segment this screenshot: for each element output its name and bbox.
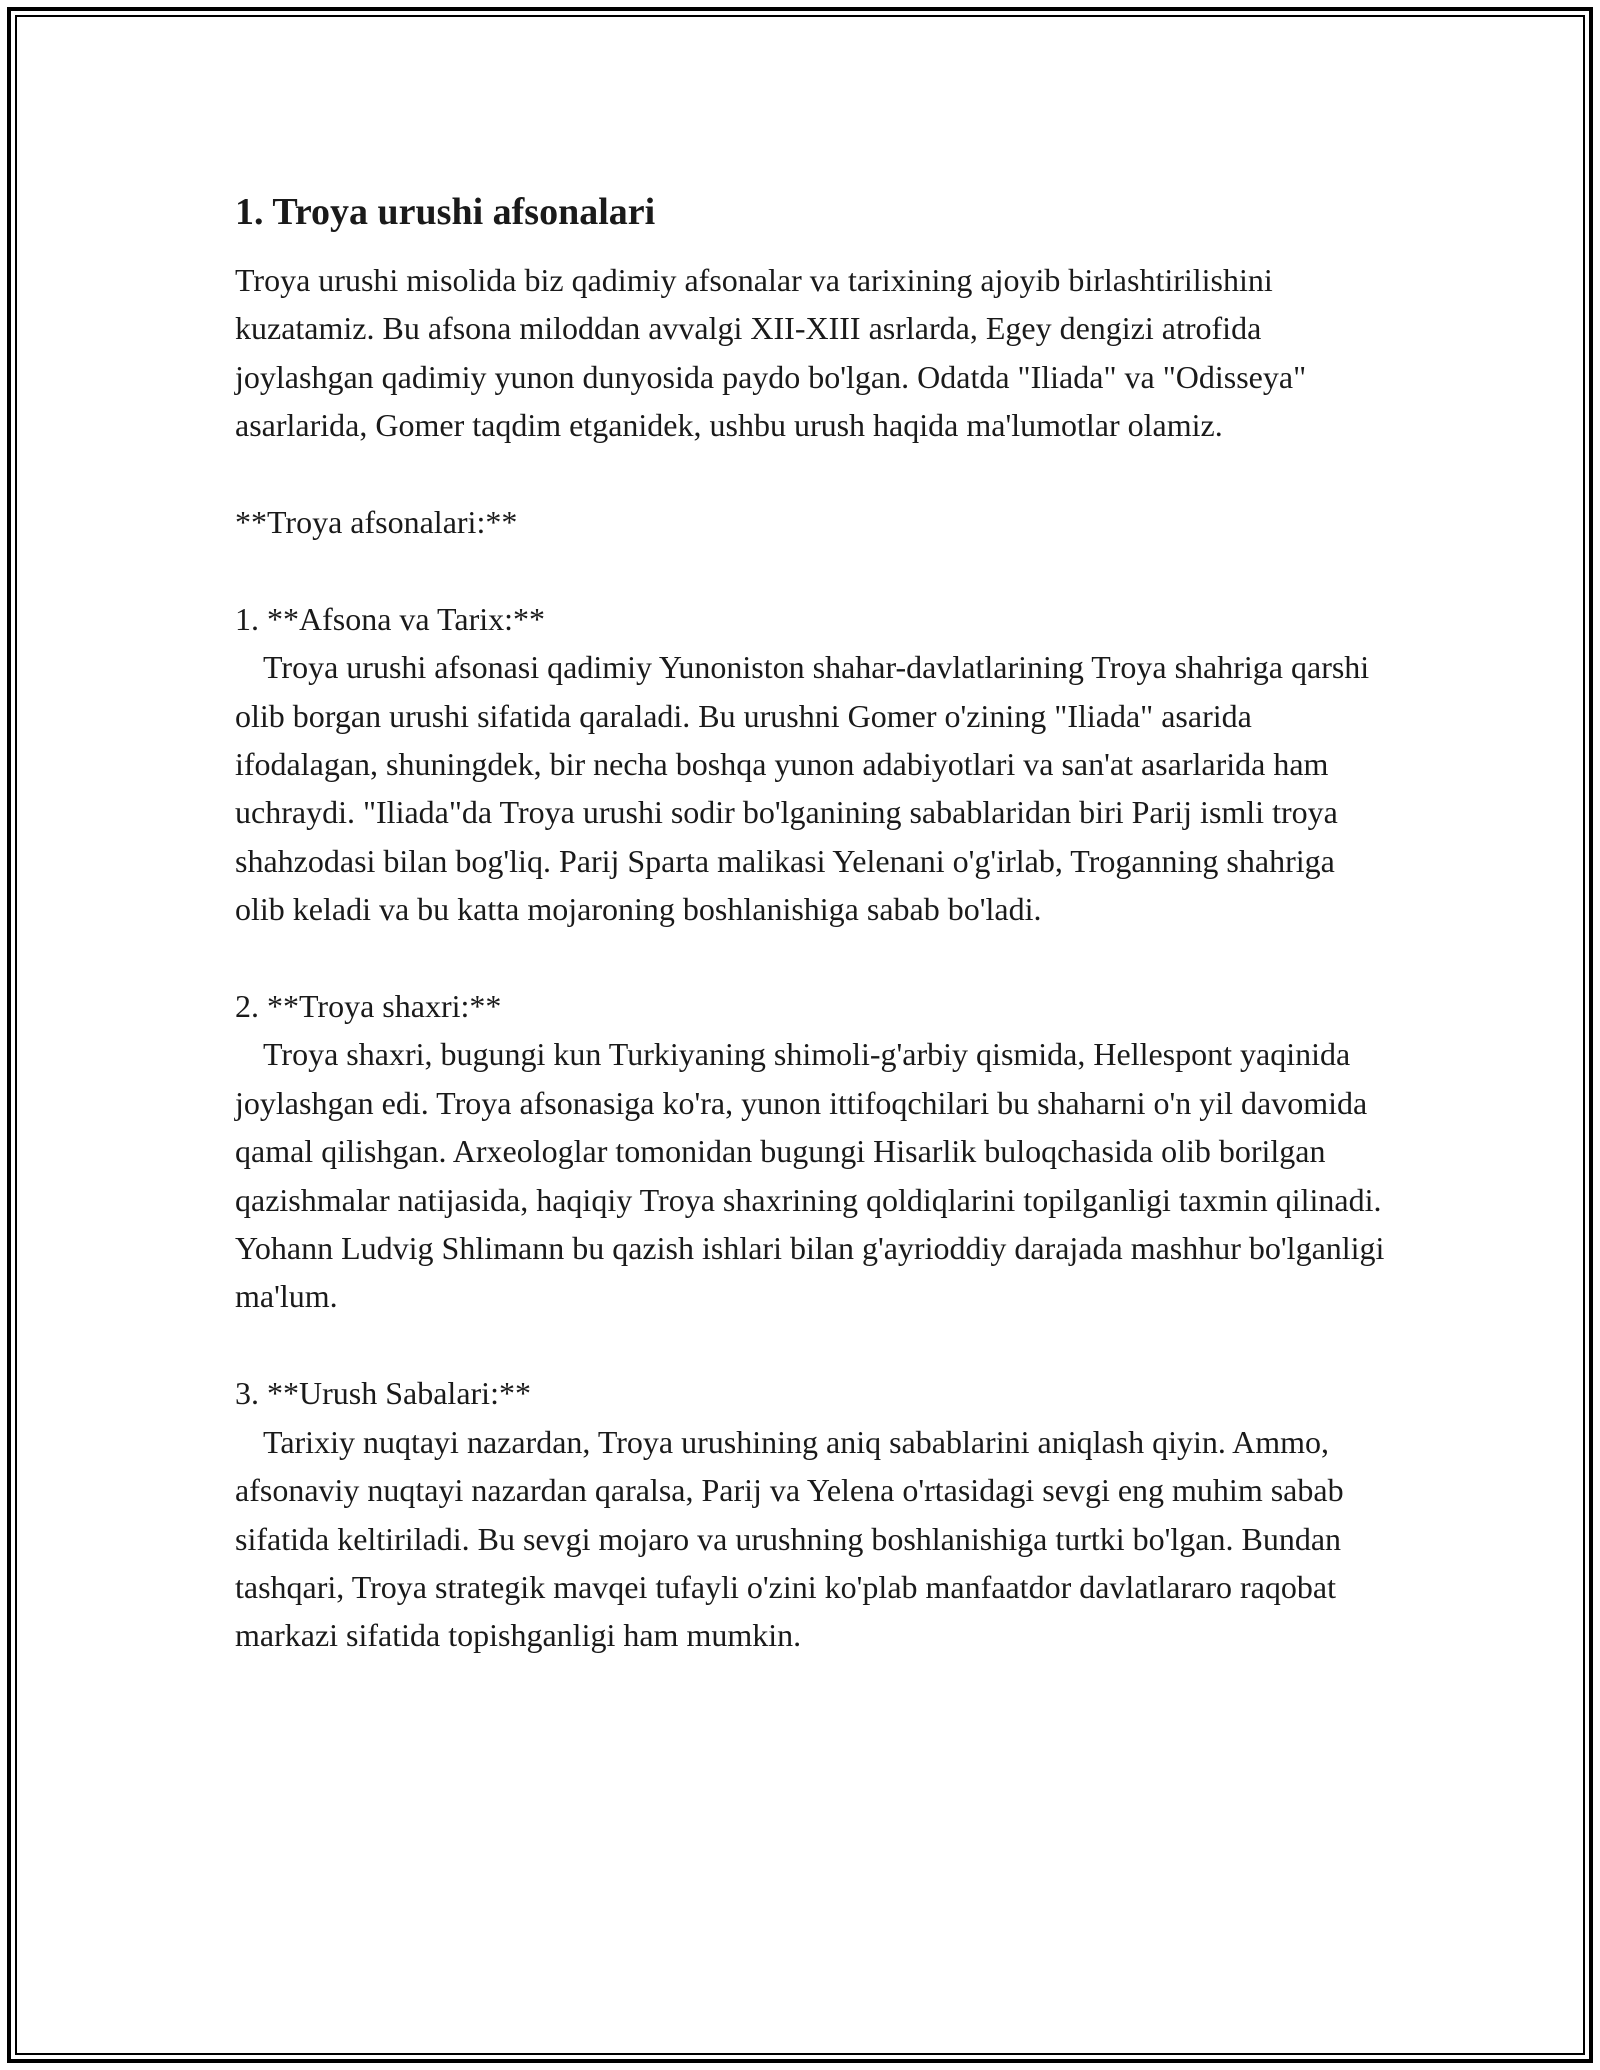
paragraph-gap bbox=[235, 546, 1385, 594]
paragraph-gap bbox=[235, 450, 1385, 498]
section-heading: 3. **Urush Sabalari:** bbox=[235, 1375, 531, 1412]
section-body-wrapper bbox=[235, 1418, 1385, 1660]
section-body: Troya shaxri, bugungi kun Turkiyaning shimoli-g'arbiy qismida, Hellespont yaqinida joylashgan edi. Troya afsonasiga ko'ra, yunon ittifoqchilari bu shaharni o'n yil davomida qamal qilishgan. Arxeologlar tomonidan bugungi Hisarlik buloqchasida olib borilgan qazishmalar natijasida, haqiqiy Troya shaxrining qoldiqlarini topilganligi taxmin qilinadi. Yohann Ludvig Shlimann bu qazish ishlari bilan g'ayrioddiy darajada mashhur bo'lganligi ma'lum. bbox=[235, 1036, 1385, 1315]
section-3 bbox=[235, 1369, 1385, 1659]
section-1 bbox=[235, 595, 1385, 934]
section-body: Tarixiy nuqtayi nazardan, Troya urushining aniq sabablarini aniqlash qiyin. Ammo, afsonaviy nuqtayi nazardan qaralsa, Parij va Yelena o'rtasidagi sevgi eng muhim sabab sifatida keltiriladi. Bu sevgi mojaro va urushning boshlanishiga turtki bo'lgan. Bundan tashqari, Troya strategik mavqei tufayli o'zini ko'plab manfaatdor davlatlararo raqobat markazi sifatida topishganligi ham mumkin. bbox=[235, 1423, 1344, 1654]
subheading: **Troya afsonalari:** bbox=[235, 504, 518, 541]
section-heading: 1. **Afsona va Tarix:** bbox=[235, 600, 545, 637]
document-title: 1. Troya urushi afsonalari bbox=[235, 191, 656, 233]
section-heading: 2. **Troya shaxri:** bbox=[235, 988, 502, 1025]
section-body-wrapper bbox=[235, 643, 1385, 933]
paragraph-gap bbox=[235, 934, 1385, 982]
paragraph-gap bbox=[235, 1321, 1385, 1369]
section-body-wrapper bbox=[235, 1030, 1385, 1320]
intro-paragraph: Troya urushi misolida biz qadimiy afsonalar va tarixining ajoyib birlashtirilishini kuzatamiz. Bu afsona miloddan avvalgi XII-XIII asrlarda, Egey dengizi atrofida joylashgan qadimiy yunon dunyosida paydo bo'lgan. Odatda "Iliada" va "Odisseya" asarlarida, Gomer taqdim etganidek, ushbu urush haqida ma'lumotlar olamiz. bbox=[235, 262, 1307, 444]
document-body bbox=[235, 186, 1385, 1660]
section-2 bbox=[235, 982, 1385, 1321]
section-body: Troya urushi afsonasi qadimiy Yunoniston shahar-davlatlarining Troya shahriga qarshi olib borgan urushi sifatida qaraladi. Bu urushni Gomer o'zining "Iliada" asarida ifodalagan, shuningdek, bir necha boshqa yunon adabiyotlari va san'at asarlarida ham uchraydi. "Iliada"da Troya urushi sodir bo'lganining sabablaridan biri Parij ismli troya shahzodasi bilan bog'liq. Parij Sparta malikasi Yelenani o'g'irlab, Troganning shahriga olib keladi va bu katta mojaroning boshlanishiga sabab bo'ladi. bbox=[235, 649, 1370, 928]
